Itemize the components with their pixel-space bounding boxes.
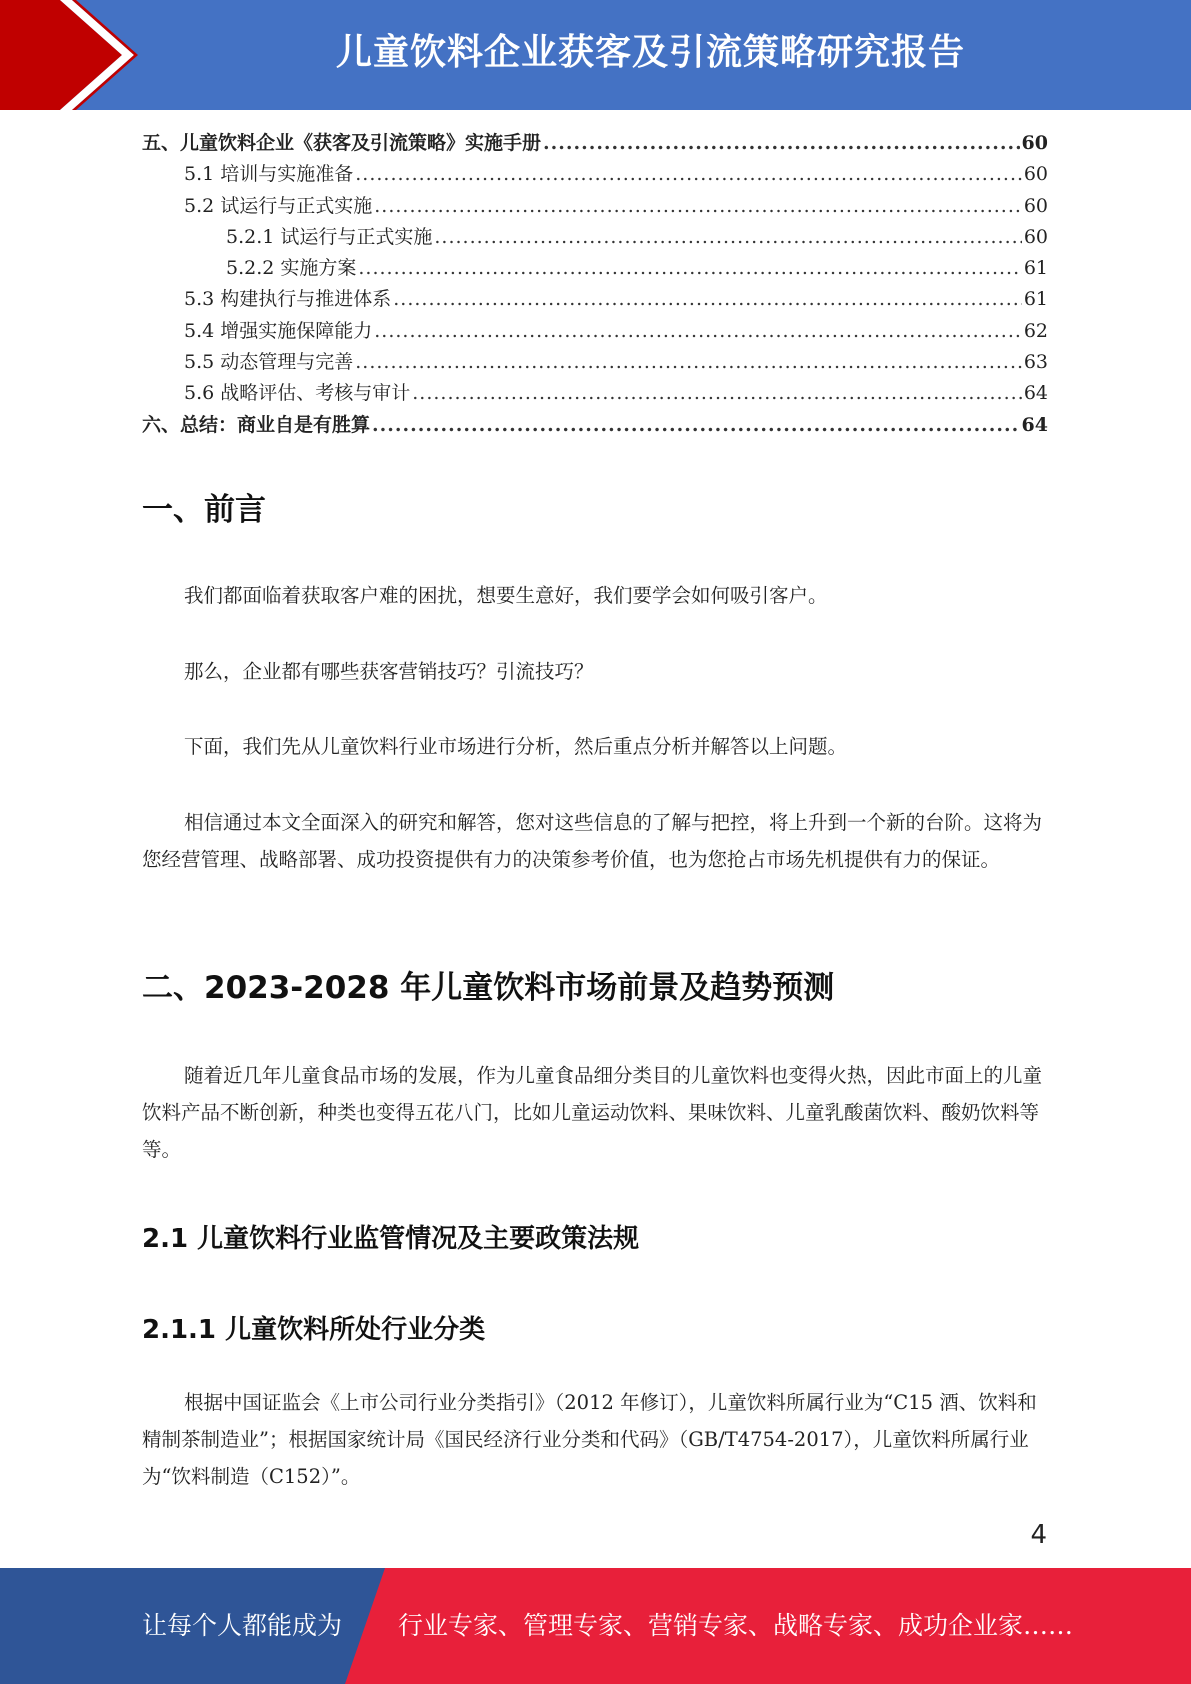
toc-entry-title: 5.2.1 试运行与正式实施 [226,225,433,248]
toc-entry[interactable] [142,222,1048,253]
toc-entry-page: 60 [1023,194,1048,217]
toc-entry-title: 5.5 动态管理与完善 [184,351,354,374]
toc-dot-leader [355,351,1022,373]
footer-slogan-left: 让每个人都能成为 [142,1611,343,1640]
toc-entry-page: 61 [1023,288,1048,311]
section-heading-market-outlook: 二、2023-2028 年儿童饮料市场前景及趋势预测 [142,970,835,1006]
header-banner [0,0,1191,110]
paragraph: 相信通过本文全面深入的研究和解答，您对这些信息的了解与把控，将上升到一个新的台阶。这将为您经营管理、战略部署、成功投资提供有力的决策参考价值，也为您抢占市场先机提供有力的保证。 [142,811,1043,871]
toc-dot-leader [374,195,1022,217]
toc-entry-title: 5.3 构建执行与推进体系 [184,288,392,311]
toc-entry[interactable] [142,159,1048,190]
table-of-contents [142,128,1048,441]
section-heading-preface: 一、前言 [142,492,266,528]
toc-dot-leader [543,132,1020,154]
toc-entry[interactable] [142,253,1048,284]
paragraph: 那么，企业都有哪些获客营销技巧？引流技巧？ [184,660,594,683]
toc-entry-title: 六、总结：商业自是有胜算 [142,413,371,436]
paragraph: 我们都面临着获取客户难的困扰，想要生意好，我们要学会如何吸引客户。 [184,584,828,607]
toc-dot-leader [355,163,1022,185]
toc-entry-page: 64 [1021,413,1048,436]
toc-entry-title: 5.6 战略评估、考核与审计 [184,382,411,405]
toc-entry-page: 64 [1023,382,1048,405]
paragraph: 下面，我们先从儿童饮料行业市场进行分析，然后重点分析并解答以上问题。 [184,735,848,758]
toc-entry-title: 五、儿童饮料企业《获客及引流策略》实施手册 [142,132,542,154]
toc-entry-page: 60 [1021,132,1048,154]
footer-slogan-right: 行业专家、管理专家、营销专家、战略专家、成功企业家…… [398,1611,1074,1640]
toc-entry-title: 5.1 培训与实施准备 [184,163,354,186]
toc-entry[interactable] [142,128,1048,159]
toc-dot-leader [358,257,1021,279]
toc-entry[interactable] [142,316,1048,347]
subsection-heading-regulation: 2.1 儿童饮料行业监管情况及主要政策法规 [142,1224,640,1254]
toc-entry-page: 61 [1023,257,1048,280]
toc-entry-page: 62 [1023,319,1048,342]
subsection-heading-classification: 2.1.1 儿童饮料所处行业分类 [142,1315,486,1345]
paragraph: 根据中国证监会《上市公司行业分类指引》（2012 年修订），儿童饮料所属行业为“C15 酒、饮料和精制茶制造业”；根据国家统计局《国民经济行业分类和代码》（GB/T4754-2017），儿童饮料所属行业为“饮料制造（C152）”。 [142,1391,1037,1488]
toc-entry[interactable] [142,378,1048,409]
toc-dot-leader [434,226,1021,248]
toc-entry-page: 60 [1023,163,1048,186]
toc-entry-title: 5.2 试运行与正式实施 [184,194,373,217]
toc-dot-leader [372,414,1020,436]
footer-banner [0,1568,1191,1684]
toc-dot-leader [412,382,1022,404]
toc-entry-page: 60 [1023,225,1048,248]
toc-dot-leader [393,288,1022,310]
toc-entry[interactable] [142,284,1048,315]
toc-entry[interactable] [142,410,1048,441]
toc-entry-title: 5.2.2 实施方案 [226,257,357,280]
header-chevron-decoration [0,0,160,110]
toc-entry[interactable] [142,191,1048,222]
toc-entry[interactable] [142,347,1048,378]
report-title: 儿童饮料企业获客及引流策略研究报告 [335,32,965,73]
paragraph: 随着近几年儿童食品市场的发展，作为儿童食品细分类目的儿童饮料也变得火热，因此市面上的儿童饮料产品不断创新，种类也变得五花八门，比如儿童运动饮料、果味饮料、儿童乳酸菌饮料、酸奶饮料等等。 [142,1064,1043,1161]
toc-entry-title: 5.4 增强实施保障能力 [184,319,373,342]
toc-dot-leader [374,320,1022,342]
toc-entry-page: 63 [1023,351,1048,374]
page-number: 4 [1030,1520,1047,1550]
